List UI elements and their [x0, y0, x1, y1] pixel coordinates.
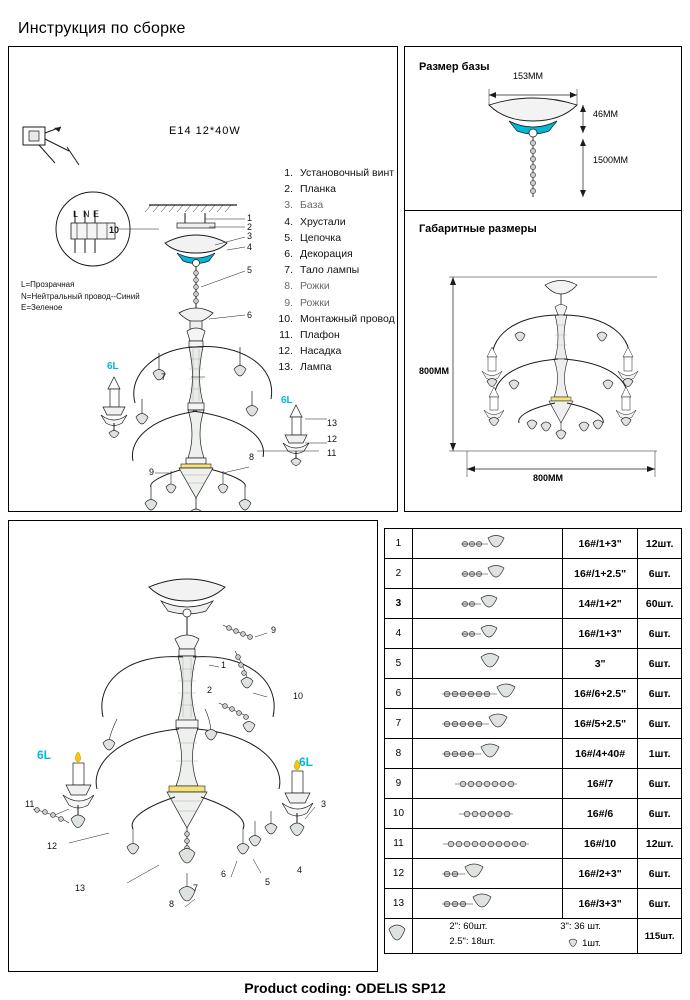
part-quantity: 12шт.: [638, 529, 682, 559]
part-index: 4: [385, 619, 413, 649]
overall-width-label: 800MM: [533, 473, 564, 483]
callout-4: 4: [247, 242, 253, 252]
table-row: [385, 799, 682, 829]
legend-item: 12. Насадка: [278, 345, 342, 358]
base-height-label: 46MM: [593, 109, 619, 119]
drawing-callout-1: 1: [221, 660, 227, 670]
candle-left-detail: [63, 752, 94, 828]
callout-8: 8: [249, 452, 255, 462]
dimensions-title: Габаритные размеры: [419, 223, 537, 235]
part-code: 16#/6+2.5": [562, 679, 637, 709]
part-quantity: 6шт.: [638, 709, 682, 739]
drawing-callout-10: 10: [293, 691, 304, 701]
drawing-callout-3: 3: [321, 799, 327, 809]
part-code: 16#/5+2.5": [562, 709, 637, 739]
legend-item: 10. Монтажный провод: [278, 312, 395, 325]
product-coding: Product coding: ODELIS SP12: [244, 980, 446, 996]
part-code: 16#/1+3": [562, 529, 637, 559]
terminal-label-e: E: [93, 209, 100, 219]
table-row: [385, 559, 682, 589]
part-code: 16#/2+3": [562, 859, 637, 889]
part-index: 5: [385, 649, 413, 679]
parts-summary-row: [385, 919, 682, 954]
part-index: 13: [385, 889, 413, 919]
canopy-base: [165, 235, 227, 267]
drawing-callout-13: 13: [75, 883, 86, 893]
drawing-callout-6: 6: [221, 869, 227, 879]
part-index: 6: [385, 679, 413, 709]
part-code: 16#/3+3": [562, 889, 637, 919]
lamp-spec: E14 12*40W: [169, 125, 241, 137]
parts-table-panel: [384, 528, 682, 972]
candle-right-detail: [282, 760, 313, 836]
table-row: [385, 649, 682, 679]
part-quantity: 1шт.: [638, 739, 682, 769]
drawing-callout-4: 4: [297, 865, 303, 875]
drawing-callout-8: 8: [169, 899, 175, 909]
callout-9: 9: [149, 467, 155, 477]
part-illustration: [412, 799, 562, 829]
summary-pendant-qty: 1шт.: [582, 938, 601, 949]
part-illustration: [412, 709, 562, 739]
ceiling-bracket-detail: [23, 127, 79, 165]
callout-3: 3: [247, 231, 253, 241]
part-quantity: 12шт.: [638, 829, 682, 859]
summary-crystal-icon: [385, 919, 413, 954]
drawing-callout-9: 9: [271, 625, 277, 635]
part-index: 1: [385, 529, 413, 559]
part-illustration: [412, 769, 562, 799]
drawing-callout-2: 2: [207, 685, 213, 695]
callout-cyan-left: 6L: [107, 361, 119, 372]
drawing-callout-12: 12: [47, 841, 58, 851]
part-illustration: [412, 559, 562, 589]
part-quantity: 6шт.: [638, 799, 682, 829]
part-illustration: [412, 649, 562, 679]
base-size-panel: [404, 46, 682, 218]
legend-item: 6. Декорация: [284, 248, 353, 261]
part-index: 10: [385, 799, 413, 829]
part-quantity: 6шт.: [638, 769, 682, 799]
table-row: [385, 679, 682, 709]
part-quantity: 60шт.: [638, 589, 682, 619]
callout-6: 6: [247, 310, 253, 320]
part-illustration: [412, 619, 562, 649]
part-code: 16#/1+3": [562, 619, 637, 649]
base-size-title: Размер базы: [419, 61, 490, 73]
legend-item: 4. Хрустали: [284, 215, 346, 228]
part-code: 14#/1+2": [562, 589, 637, 619]
terminal-label-n: N: [83, 209, 90, 219]
part-code: 16#/6: [562, 799, 637, 829]
legend-item: 3. База: [284, 199, 324, 212]
part-quantity: 6шт.: [638, 559, 682, 589]
part-quantity: 6шт.: [638, 859, 682, 889]
table-row: [385, 829, 682, 859]
callout-1: 1: [247, 213, 253, 223]
table-row: [385, 619, 682, 649]
page-title: Инструкция по сборке: [18, 20, 186, 37]
summary-25in: 2.5": 18шт.: [449, 935, 496, 947]
table-row: [385, 529, 682, 559]
legend-item: 13. Лампа: [278, 361, 332, 374]
part-illustration: [412, 529, 562, 559]
part-quantity: 6шт.: [638, 649, 682, 679]
detail-drawing: [9, 521, 377, 971]
table-row: [385, 889, 682, 919]
legend-item: 11. Плафон: [279, 329, 340, 342]
callout-10: 10: [109, 225, 120, 235]
ceiling-line: [145, 205, 237, 228]
part-index: 11: [385, 829, 413, 859]
drawing-cyan-right: 6L: [299, 755, 314, 769]
legend-item: 7. Тало лампы: [284, 264, 360, 277]
part-illustration: [412, 889, 562, 919]
detail-drawing-panel: [8, 520, 378, 972]
callout-5: 5: [247, 265, 253, 275]
summary-counts: [412, 919, 637, 954]
part-code: 3": [562, 649, 637, 679]
part-code: 16#/10: [562, 829, 637, 859]
part-illustration: [412, 829, 562, 859]
summary-3in: 3": 36 шт.: [560, 920, 601, 932]
legend-item: 5. Цепочка: [284, 231, 342, 244]
callout-2: 2: [247, 222, 253, 232]
part-illustration: [412, 589, 562, 619]
part-code: 16#/4+40#: [562, 739, 637, 769]
summary-pendant-icon: [568, 936, 578, 952]
table-row: [385, 769, 682, 799]
terminal-block-detail: [56, 192, 159, 266]
legend-item: 2. Планка: [284, 183, 336, 196]
part-index: 12: [385, 859, 413, 889]
callout-7: 7: [161, 372, 167, 382]
part-index: 7: [385, 709, 413, 739]
drawing-callout-5: 5: [265, 877, 271, 887]
overall-height-label: 800MM: [419, 366, 450, 376]
part-quantity: 6шт.: [638, 679, 682, 709]
table-row: [385, 709, 682, 739]
bottom-finial: [179, 464, 213, 511]
terminal-label-l: L: [73, 209, 79, 219]
part-code: 16#/1+2.5": [562, 559, 637, 589]
candle-left: [101, 377, 127, 438]
drawing-cyan-left: 6L: [37, 748, 52, 762]
legend-item: 1. Установочный винт: [284, 167, 395, 179]
part-index: 9: [385, 769, 413, 799]
part-index: 8: [385, 739, 413, 769]
callout-cyan-right: 6L: [281, 395, 293, 406]
drawing-callout-11: 11: [25, 799, 35, 809]
callout-11: 11: [327, 448, 337, 458]
base-width-label: 153MM: [513, 71, 544, 81]
chain-length-label: 1500MM: [593, 155, 629, 165]
part-index: 3: [385, 589, 413, 619]
overall-dimensions-panel: [404, 210, 682, 512]
chain: [194, 267, 199, 309]
part-index: 2: [385, 559, 413, 589]
parts-legend: [273, 165, 395, 376]
chandelier-elevation: [482, 281, 638, 440]
summary-total: 115шт.: [638, 919, 682, 954]
drawing-callout-7: 7: [193, 883, 199, 893]
part-illustration: [412, 859, 562, 889]
wire-color-key: L=Прозрачная N=Нейтральный провод--Синий E=Зеленое: [21, 280, 140, 312]
legend-item: 8. Рожки: [284, 280, 330, 293]
center-column: [186, 328, 206, 464]
part-illustration: [412, 679, 562, 709]
table-row: [385, 739, 682, 769]
callout-13: 13: [327, 418, 338, 428]
assembly-panel: [8, 46, 398, 512]
parts-table: [384, 528, 682, 954]
candle-right: [283, 405, 309, 466]
decoration-top: [179, 308, 213, 331]
legend-item: 9. Рожки: [284, 296, 330, 309]
table-row: [385, 589, 682, 619]
overall-dimensions-diagram: [405, 211, 681, 511]
part-quantity: 6шт.: [638, 619, 682, 649]
table-row: [385, 859, 682, 889]
callout-12: 12: [327, 434, 338, 444]
summary-2in: 2": 60шт.: [449, 920, 488, 932]
part-illustration: [412, 739, 562, 769]
part-quantity: 6шт.: [638, 889, 682, 919]
bead-strands: [33, 625, 277, 901]
part-code: 16#/7: [562, 769, 637, 799]
